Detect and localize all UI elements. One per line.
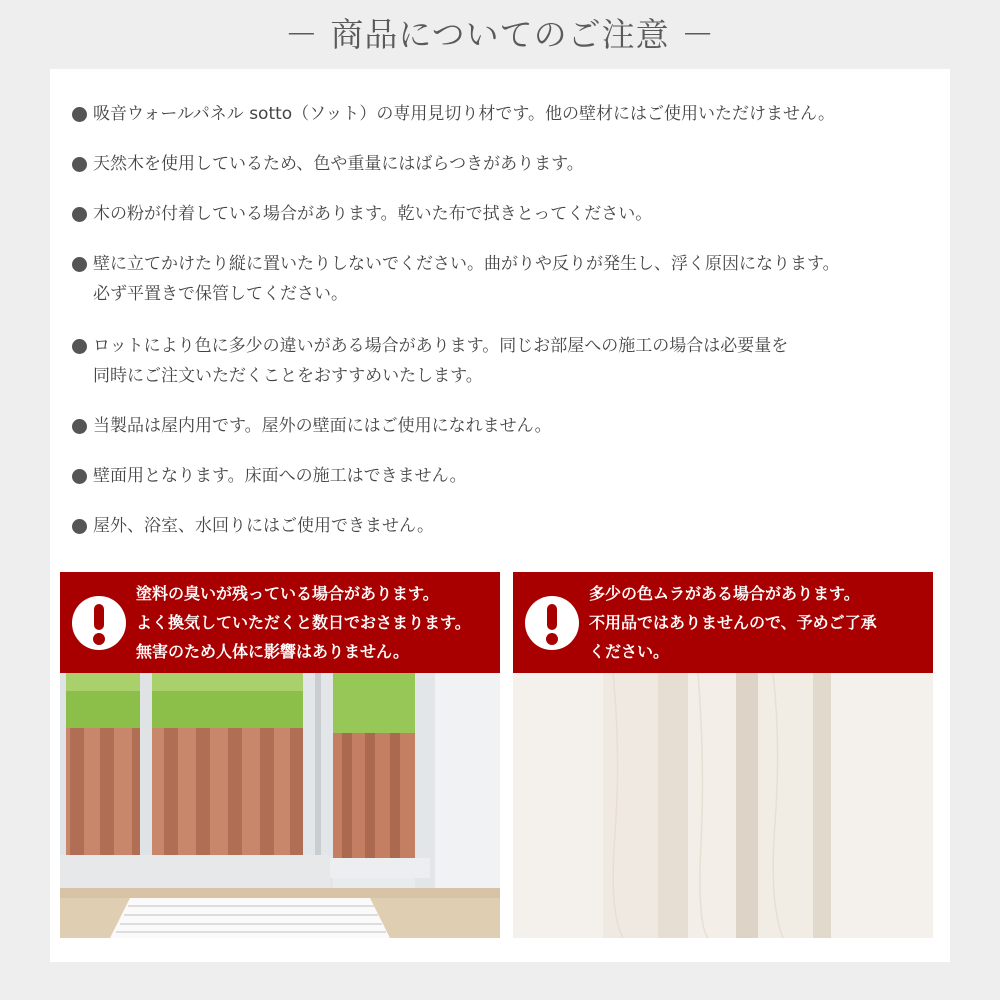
exclamation-icon — [72, 596, 126, 650]
note-line: 天然木を使用しているため、色や重量にはばらつきがあります。 — [93, 154, 584, 174]
note-item — [72, 149, 932, 179]
notes-list — [72, 99, 932, 541]
bullet-dot-icon — [72, 107, 87, 122]
warning-text — [136, 579, 471, 666]
warning-line: 塗料の臭いが残っている場合があります。 — [136, 584, 439, 603]
room-deck-photo — [60, 673, 500, 938]
note-line: 壁に立てかけたり縦に置いたりしないでください。曲がりや反りが発生し、浮く原因になります。 — [93, 254, 840, 274]
note-item — [72, 199, 932, 229]
bullet-dot-icon — [72, 157, 87, 172]
note-line: ロットにより色に多少の違いがある場合があります。同じお部屋への施工の場合は必要量を — [93, 336, 789, 356]
note-line: 必ず平置きで保管してください。 — [93, 284, 348, 304]
wood-trim-image — [513, 673, 933, 938]
note-item — [72, 249, 932, 309]
note-item — [72, 461, 932, 491]
warning-line: 不用品ではありませんので、予めご了承 — [589, 613, 877, 632]
note-item — [72, 411, 932, 441]
note-item — [72, 511, 932, 541]
room-deck-image — [60, 673, 500, 938]
note-line: 当製品は屋内用です。屋外の壁面にはご使用になれません。 — [93, 416, 552, 436]
note-item — [72, 331, 932, 391]
note-line: 壁面用となります。床面への施工はできません。 — [93, 466, 467, 486]
page-title: － 商品についてのご注意 － — [284, 15, 716, 54]
warning-line: 無害のため人体に影響はありません。 — [136, 642, 409, 661]
warning-card-color — [513, 572, 933, 938]
bullet-dot-icon — [72, 257, 87, 272]
warning-text — [589, 579, 877, 666]
bullet-dot-icon — [72, 339, 87, 354]
note-line: 吸音ウォールパネル sotto（ソット）の専用見切り材です。他の壁材にはご使用いただけません。 — [93, 104, 835, 124]
warning-banner — [513, 572, 933, 673]
bullet-dot-icon — [72, 419, 87, 434]
warning-line: 多少の色ムラがある場合があります。 — [589, 584, 860, 603]
wood-trim-photo — [513, 673, 933, 938]
warning-line: よく換気していただくと数日でおさまります。 — [136, 613, 471, 632]
bullet-dot-icon — [72, 469, 87, 484]
notice-panel — [50, 69, 950, 962]
exclamation-icon — [525, 596, 579, 650]
note-line: 屋外、浴室、水回りにはご使用できません。 — [93, 516, 435, 536]
warning-banner — [60, 572, 500, 673]
note-line: 木の粉が付着している場合があります。乾いた布で拭きとってください。 — [93, 204, 653, 224]
warning-card-odor — [60, 572, 500, 938]
bullet-dot-icon — [72, 207, 87, 222]
note-item — [72, 99, 932, 129]
note-line: 同時にご注文いただくことをおすすめいたします。 — [93, 366, 483, 386]
bullet-dot-icon — [72, 519, 87, 534]
warning-line: ください。 — [589, 642, 670, 661]
